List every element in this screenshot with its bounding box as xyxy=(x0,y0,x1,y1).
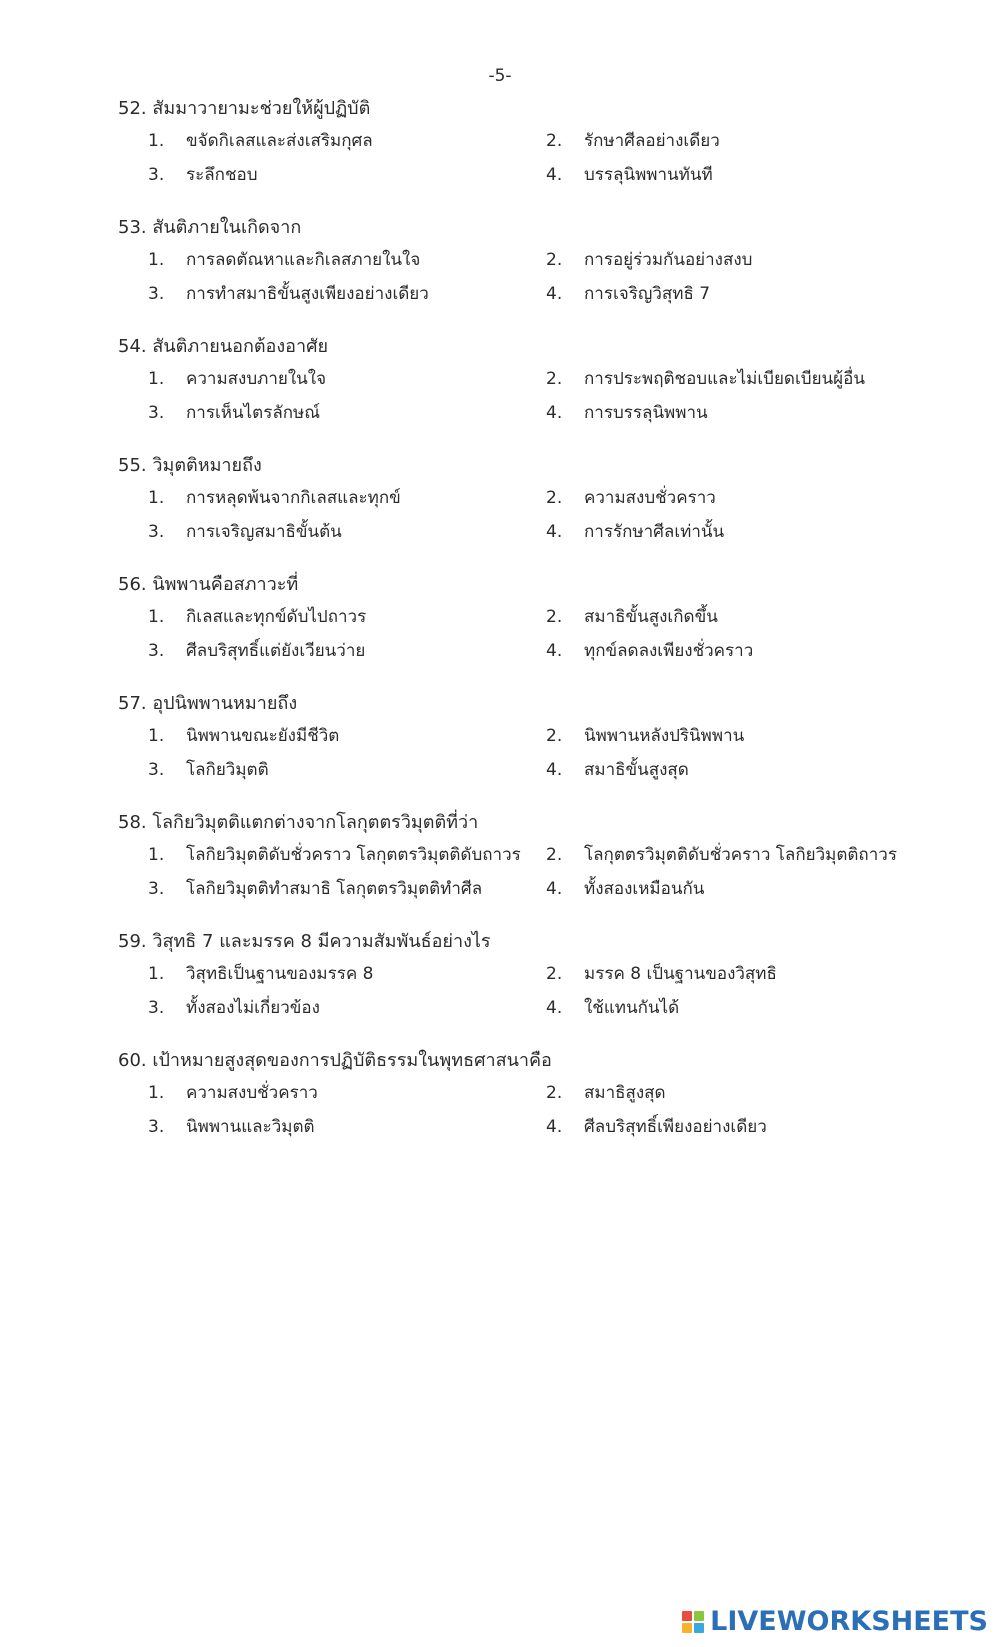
choice-2[interactable] xyxy=(546,841,897,869)
choice-number: 4. xyxy=(546,1117,563,1137)
choice-grid xyxy=(118,484,978,552)
choice-4[interactable] xyxy=(546,161,713,189)
question-text: 57. อุปนิพพานหมายถึง xyxy=(118,693,298,714)
choice-1[interactable] xyxy=(148,603,366,631)
choice-grid xyxy=(118,1079,978,1147)
choice-number: 3. xyxy=(148,641,165,661)
choice-1[interactable] xyxy=(148,960,373,988)
question-53 xyxy=(118,214,978,333)
choice-1[interactable] xyxy=(148,127,373,155)
choice-4[interactable] xyxy=(546,875,704,903)
choice-4[interactable] xyxy=(546,399,708,427)
choice-2[interactable] xyxy=(546,127,720,155)
choice-4[interactable] xyxy=(546,994,679,1022)
choice-3[interactable] xyxy=(148,1113,315,1141)
choice-text: ความสงบภายในใจ xyxy=(186,369,327,389)
choice-number: 1. xyxy=(148,964,165,984)
choice-3[interactable] xyxy=(148,756,269,784)
question-58 xyxy=(118,809,978,928)
choice-number: 2. xyxy=(546,488,563,508)
choice-number: 1. xyxy=(148,369,165,389)
choice-1[interactable] xyxy=(148,246,420,274)
liveworksheets-logo[interactable] xyxy=(682,1607,988,1637)
choice-number: 2. xyxy=(546,964,563,984)
choice-1[interactable] xyxy=(148,722,339,750)
logo-text: LIVEWORKSHEETS xyxy=(710,1606,988,1637)
choice-number: 4. xyxy=(546,879,563,899)
choice-number: 2. xyxy=(546,726,563,746)
choice-number: 3. xyxy=(148,760,165,780)
choice-text: การเจริญสมาธิขั้นต้น xyxy=(186,522,342,542)
choice-number: 2. xyxy=(546,1083,563,1103)
choice-text: ทั้งสองเหมือนกัน xyxy=(584,879,705,899)
choice-number: 1. xyxy=(148,726,165,746)
choice-number: 2. xyxy=(546,845,563,865)
choice-text: นิพพานหลังปรินิพพาน xyxy=(584,726,745,746)
choice-text: การเจริญวิสุทธิ 7 xyxy=(584,284,711,304)
choice-text: สมาธิขั้นสูงสุด xyxy=(584,760,689,780)
choice-text: รักษาศีลอย่างเดียว xyxy=(584,131,720,151)
choice-number: 1. xyxy=(148,845,165,865)
choice-2[interactable] xyxy=(546,1079,666,1107)
choice-number: 2. xyxy=(546,250,563,270)
choice-number: 4. xyxy=(546,760,563,780)
choice-number: 1. xyxy=(148,250,165,270)
choice-number: 2. xyxy=(546,131,563,151)
choice-2[interactable] xyxy=(546,960,777,988)
choice-1[interactable] xyxy=(148,1079,318,1107)
choice-3[interactable] xyxy=(148,399,320,427)
question-52 xyxy=(118,95,978,214)
question-text: 56. นิพพานคือสภาวะที่ xyxy=(118,574,299,595)
choice-text: การรักษาศีลเท่านั้น xyxy=(584,522,725,542)
logo-square-icon xyxy=(682,1611,692,1621)
choice-1[interactable] xyxy=(148,841,521,869)
choice-grid xyxy=(118,127,978,195)
choice-text: ใช้แทนกันได้ xyxy=(584,998,680,1018)
choice-number: 1. xyxy=(148,607,165,627)
choice-grid xyxy=(118,246,978,314)
choice-text: มรรค 8 เป็นฐานของวิสุทธิ xyxy=(584,964,777,984)
choice-grid xyxy=(118,722,978,790)
choice-4[interactable] xyxy=(546,280,710,308)
question-text: 60. เป้าหมายสูงสุดของการปฏิบัติธรรมในพุทธศาสนาคือ xyxy=(118,1050,552,1071)
choice-number: 3. xyxy=(148,284,165,304)
choice-text: ทั้งสองไม่เกี่ยวข้อง xyxy=(186,998,320,1018)
choice-4[interactable] xyxy=(546,756,689,784)
logo-square-icon xyxy=(682,1623,692,1633)
choice-text: การอยู่ร่วมกันอย่างสงบ xyxy=(584,250,753,270)
choice-grid xyxy=(118,603,978,671)
choice-number: 3. xyxy=(148,403,165,423)
choice-number: 1. xyxy=(148,1083,165,1103)
choice-text: โลกุตตรวิมุตติดับชั่วคราว โลกิยวิมุตติถาวร xyxy=(584,845,897,865)
choice-text: ระลึกชอบ xyxy=(186,165,258,185)
choice-2[interactable] xyxy=(546,365,865,393)
question-55 xyxy=(118,452,978,571)
choice-1[interactable] xyxy=(148,365,326,393)
choice-number: 4. xyxy=(546,522,563,542)
choice-text: การบรรลุนิพพาน xyxy=(584,403,708,423)
question-text: 52. สัมมาวายามะช่วยให้ผู้ปฏิบัติ xyxy=(118,98,371,119)
choice-text: การเห็นไตรลักษณ์ xyxy=(186,403,321,423)
choice-text: วิสุทธิเป็นฐานของมรรค 8 xyxy=(186,964,374,984)
liveworksheets-logo-icon xyxy=(682,1611,704,1633)
question-60 xyxy=(118,1047,978,1166)
page-number: -5- xyxy=(488,66,512,86)
choice-grid xyxy=(118,841,978,909)
question-54 xyxy=(118,333,978,452)
choice-text: โลกิยวิมุตติดับชั่วคราว โลกุตตรวิมุตติดับถาวร xyxy=(186,845,521,865)
choice-text: ความสงบชั่วคราว xyxy=(584,488,716,508)
choice-text: กิเลสและทุกข์ดับไปถาวร xyxy=(186,607,367,627)
choice-number: 4. xyxy=(546,998,563,1018)
choice-text: ศีลบริสุทธิ์แต่ยังเวียนว่าย xyxy=(186,641,366,661)
choice-4[interactable] xyxy=(546,1113,767,1141)
choice-number: 1. xyxy=(148,131,165,151)
question-text: 54. สันติภายนอกต้องอาศัย xyxy=(118,336,329,357)
choice-3[interactable] xyxy=(148,280,429,308)
choice-4[interactable] xyxy=(546,637,753,665)
choice-3[interactable] xyxy=(148,518,342,546)
choice-3[interactable] xyxy=(148,161,258,189)
choice-text: การประพฤติชอบและไม่เบียดเบียนผู้อื่น xyxy=(584,369,865,389)
choice-2[interactable] xyxy=(546,722,744,750)
choice-3[interactable] xyxy=(148,875,482,903)
question-text: 53. สันติภายในเกิดจาก xyxy=(118,217,302,238)
question-57 xyxy=(118,690,978,809)
choice-text: การหลุดพ้นจากกิเลสและทุกข์ xyxy=(186,488,401,508)
choice-text: ขจัดกิเลสและส่งเสริมกุศล xyxy=(186,131,373,151)
choice-text: ความสงบชั่วคราว xyxy=(186,1083,318,1103)
choice-2[interactable] xyxy=(546,246,752,274)
logo-square-icon xyxy=(694,1611,704,1621)
logo-square-icon xyxy=(694,1623,704,1633)
choice-number: 4. xyxy=(546,284,563,304)
choice-text: สมาธิสูงสุด xyxy=(584,1083,666,1103)
choice-number: 2. xyxy=(546,369,563,389)
choice-1[interactable] xyxy=(148,484,401,512)
choice-text: การทำสมาธิขั้นสูงเพียงอย่างเดียว xyxy=(186,284,429,304)
choice-grid xyxy=(118,960,978,1028)
choice-2[interactable] xyxy=(546,484,716,512)
choice-number: 3. xyxy=(148,165,165,185)
choice-grid xyxy=(118,365,978,433)
choice-4[interactable] xyxy=(546,518,724,546)
choice-number: 4. xyxy=(546,641,563,661)
choice-text: การลดตัณหาและกิเลสภายในใจ xyxy=(186,250,421,270)
choice-number: 3. xyxy=(148,1117,165,1137)
choice-number: 3. xyxy=(148,879,165,899)
choice-text: บรรลุนิพพานทันที xyxy=(584,165,713,185)
question-56 xyxy=(118,571,978,690)
choice-number: 3. xyxy=(148,522,165,542)
question-text: 55. วิมุตติหมายถึง xyxy=(118,455,262,476)
choice-2[interactable] xyxy=(546,603,718,631)
question-text: 58. โลกิยวิมุตติแตกต่างจากโลกุตตรวิมุตติที่ว่า xyxy=(118,812,479,833)
choice-number: 1. xyxy=(148,488,165,508)
choice-3[interactable] xyxy=(148,994,320,1022)
choice-text: นิพพานขณะยังมีชีวิต xyxy=(186,726,340,746)
choice-number: 2. xyxy=(546,607,563,627)
question-list xyxy=(118,95,978,1166)
choice-text: โลกิยวิมุตติทำสมาธิ โลกุตตรวิมุตติทำศีล xyxy=(186,879,483,899)
question-59 xyxy=(118,928,978,1047)
choice-3[interactable] xyxy=(148,637,365,665)
choice-text: โลกิยวิมุตติ xyxy=(186,760,269,780)
choice-text: ศีลบริสุทธิ์เพียงอย่างเดียว xyxy=(584,1117,767,1137)
choice-number: 3. xyxy=(148,998,165,1018)
choice-text: ทุกข์ลดลงเพียงชั่วคราว xyxy=(584,641,754,661)
question-text: 59. วิสุทธิ 7 และมรรค 8 มีความสัมพันธ์อย่างไร xyxy=(118,931,491,952)
choice-number: 4. xyxy=(546,165,563,185)
choice-text: สมาธิขั้นสูงเกิดขึ้น xyxy=(584,607,718,627)
choice-text: นิพพานและวิมุตติ xyxy=(186,1117,315,1137)
choice-number: 4. xyxy=(546,403,563,423)
